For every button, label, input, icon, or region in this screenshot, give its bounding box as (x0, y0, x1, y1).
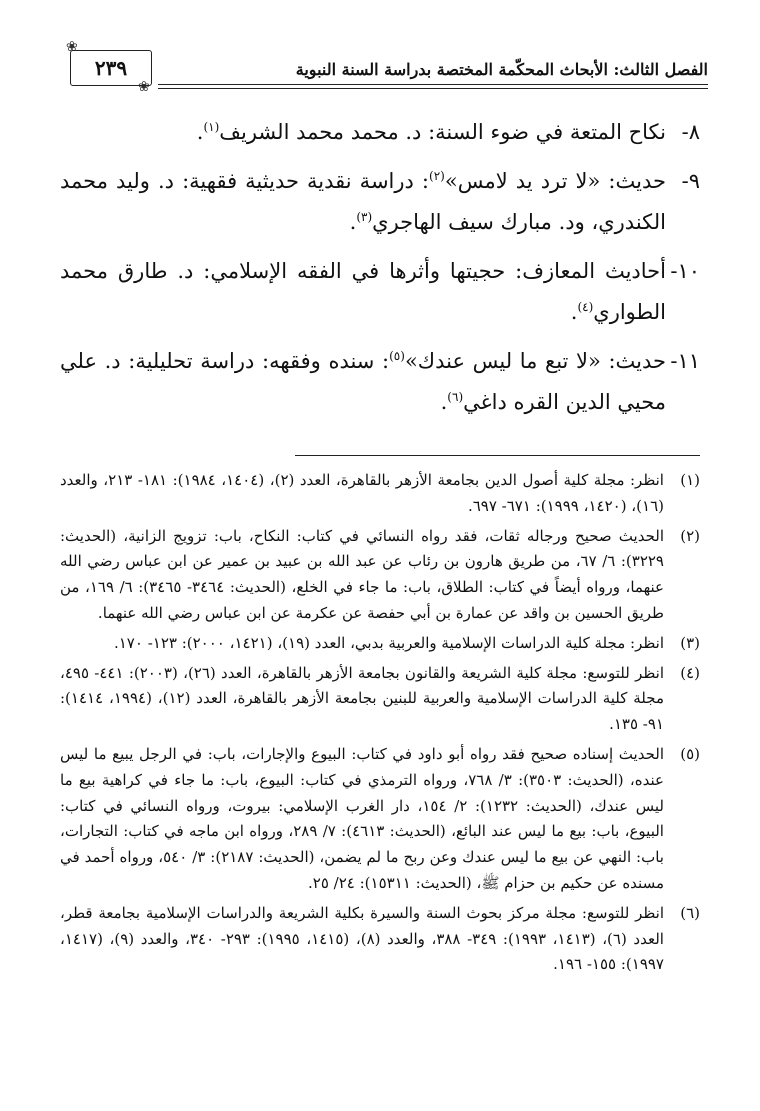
list-item (60, 112, 700, 153)
item-text: حديث: «لا ترد يد لامس» (444, 169, 666, 193)
footnote-ref[interactable]: (١) (203, 120, 220, 134)
item-number: ١٠- (670, 259, 700, 283)
footnote-text: انظر للتوسع: مجلة مركز بحوث السنة والسيرة بكلية الشريعة والدراسات الإسلامية بجامعة قطر، العدد (٦)، (١٤١٣، ١٩٩٣): ٣٤٩- ٣٨٨، والعدد (٨)، (١٤١٥، ١٩٩٥): ٢٩٣- ٣٤٠، والعدد (٩)، (١٤١٧، ١٩٩٧): ١٥٥- ١٩٦. (60, 903, 664, 974)
footnote-number: (٢) (680, 526, 700, 545)
footnote-ref[interactable]: (٤) (577, 300, 594, 314)
corner-ornament-icon: ❀ (66, 39, 78, 55)
item-number: ٨- (681, 120, 700, 144)
footnote-number: (٤) (680, 663, 700, 682)
footnote-ref[interactable]: (٦) (447, 390, 464, 404)
footnote-ref[interactable]: (٢) (429, 169, 445, 183)
footnote-text: انظر: مجلة كلية الدراسات الإسلامية والعربية بدبي، العدد (١٩)، (١٤٢١، ٢٠٠٠): ١٢٣- ١٧٠. (113, 633, 664, 652)
footnote-number: (١) (680, 471, 700, 489)
footnote (60, 661, 700, 738)
item-end: . (349, 210, 357, 234)
item-text-continued: : سنده وفقهه: دراسة تحليلية: د. علي محيي الدين القره داغي (60, 349, 666, 414)
page-header (60, 39, 708, 95)
item-text-continued: : دراسة نقدية حديثية فقهية: د. وليد محمد الكندري، ود. مبارك سيف الهاجري (60, 169, 666, 234)
footnote (60, 742, 700, 897)
footnote-ref[interactable]: (٥) (389, 349, 405, 363)
footnote-number: (٦) (680, 903, 700, 922)
item-text: أحاديث المعازف: حجيتها وأثرها في الفقه الإسلامي: د. طارق محمد الطواري (60, 259, 666, 324)
footnote-text: انظر: مجلة كلية أصول الدين بجامعة الأزهر بالقاهرة، العدد (٢)، (١٤٠٤، ١٩٨٤): ١٨١- ٢١٣، والعدد (١٦)، (١٤٢٠، ١٩٩٩): ٦٧١- ٦٩٧. (60, 471, 664, 515)
footnote-number: (٥) (680, 744, 700, 763)
main-list (60, 112, 700, 431)
footnote (60, 631, 700, 657)
footnotes (60, 468, 700, 982)
footnote-text: انظر للتوسع: مجلة كلية الشريعة والقانون بجامعة الأزهر بالقاهرة، العدد (٢٦)، (٢٠٠٣): ٤٤١- ٤٩٥، مجلة كلية الدراسات الإسلامية والعربية للبنين بجامعة الأزهر بالقاهرة، العدد (١٢)، (١٩٩٤، ١٤١٤): ٩١- ١٣٥. (60, 663, 664, 734)
footnote-number: (٣) (680, 633, 700, 652)
page-number: ٢٣٩ (70, 50, 152, 86)
list-item (60, 161, 700, 243)
footnote-text: الحديث صحيح ورجاله ثقات، فقد رواه النسائي في كتاب: النكاح، باب: تزويج الزانية، (الحديث: ٣٢٢٩): ٦/ ٦٧، من طريق هارون بن رئاب عن عبد الله بن عبيد بن عمير عن ابن عباس رضي الله عنهما، ورواه أيضاً في كتاب: الطلاق، باب: ما جاء في الخلع، (الحديث: ٣٤٦٤- ٣٤٦٥): ٦/ ١٦٩، من طريق الحسين بن واقد عن عمارة بن أبي حفصة عن عكرمة عن ابن عباس رضي الله عنهما. (60, 526, 664, 622)
footnote (60, 468, 700, 520)
item-end: . (196, 120, 204, 144)
footnote (60, 901, 700, 978)
footnote-text: الحديث إسناده صحيح فقد رواه أبو داود في كتاب: البيوع والإجارات، باب: في الرجل يبيع ما ليس عنده، (الحديث: ٣٥٠٣): ٣/ ٧٦٨، ورواه الترمذي في كتاب: البيوع، باب: ما جاء في كراهية بيع ما ليس عندك، (الحديث: ١٢٣٢): ٢/ ١٥٤، دار الغرب الإسلامي: بيروت، ورواه النسائي في كتاب: البيوع، باب: بيع ما ليس عند البائع، (الحديث: ٤٦١٣): ٧/ ٢٨٩، ورواه ابن ماجه في كتاب: التجارات، باب: النهي عن بيع ما ليس عندك وعن ربح ما لم يضمن، (الحديث: ٢١٨٧): ٣/ ٥٤٠، ورواه أحمد في مسنده عن حكيم بن حزام ﷺ، (الحديث: ١٥٣١١): ٢٤/ ٢٥. (60, 744, 664, 892)
footnote-ref[interactable]: (٣) (356, 210, 373, 224)
footnote (60, 524, 700, 627)
item-end: . (440, 390, 448, 414)
item-end: . (570, 300, 578, 324)
list-item (60, 251, 700, 333)
list-item (60, 341, 700, 423)
header-rule (158, 84, 708, 85)
chapter-title: الفصل الثالث: الأبحاث المحكّمة المختصة بدراسة السنة النبوية (295, 60, 708, 79)
item-number: ٩- (681, 169, 700, 193)
footnote-divider (295, 455, 700, 456)
corner-ornament-icon: ❀ (138, 79, 150, 95)
item-text: حديث: «لا تبع ما ليس عندك» (404, 349, 666, 373)
header-rule-thin (158, 88, 708, 89)
item-number: ١١- (670, 349, 700, 373)
item-text: نكاح المتعة في ضوء السنة: د. محمد محمد الشريف (219, 120, 666, 144)
